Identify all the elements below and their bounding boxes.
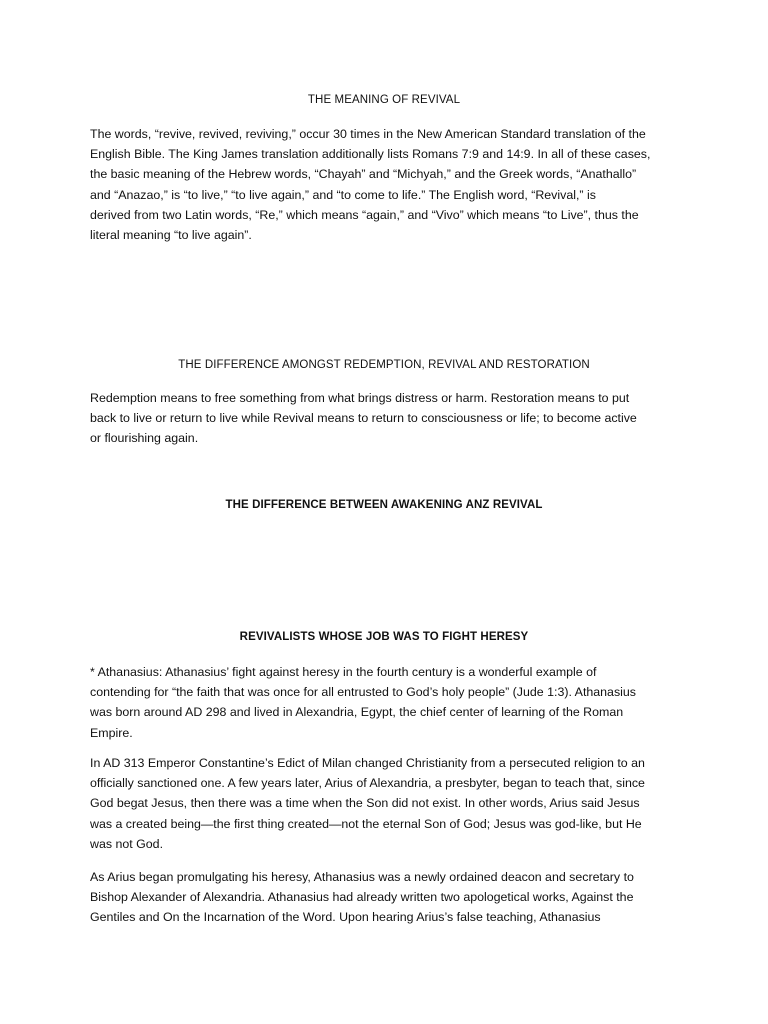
paragraph-redemption-revival-restoration: [90, 388, 690, 449]
text-line: and “Anazao,” is “to live,” “to live again,” and “to come to life.” The English word, “Revival,” is: [90, 187, 596, 202]
heading-revivalists-fight-heresy: REVIVALISTS WHOSE JOB WAS TO FIGHT HERESY: [239, 631, 529, 643]
text-line: officially sanctioned one. A few years later, Arius of Alexandria, a presbyter, began to teach that, since: [90, 776, 645, 791]
text-line: was not God.: [90, 836, 164, 851]
text-line: Empire.: [90, 725, 133, 740]
paragraph-arius-heresy: [90, 867, 690, 928]
text-line: Gentiles and On the Incarnation of the Word. Upon hearing Arius’s false teaching, Athanasius: [90, 910, 601, 925]
text-line: derived from two Latin words, “Re,” which means “again,” and “Vivo” which means “to Live”, thus the: [90, 207, 639, 222]
text-line: * Athanasius: Athanasius’ fight against heresy in the fourth century is a wonderful example of: [90, 665, 597, 679]
text-line: back to live or return to live while Revival means to return to consciousness or life; to become active: [90, 411, 637, 426]
text-line: English Bible. The King James translation additionally lists Romans 7:9 and 14:9. In all of these cases,: [90, 147, 651, 162]
paragraph-meaning-of-revival: [90, 124, 690, 245]
heading-meaning-of-revival: THE MEANING OF REVIVAL: [307, 94, 461, 106]
heading-awakening-and-revival: THE DIFFERENCE BETWEEN AWAKENING ANZ REVIVAL: [225, 499, 543, 511]
text-line: As Arius began promulgating his heresy, Athanasius was a newly ordained deacon and secretary to: [90, 870, 634, 884]
paragraph-edict-of-milan: [90, 753, 690, 854]
heading-redemption-revival-restoration: THE DIFFERENCE AMONGST REDEMPTION, REVIVAL AND RESTORATION: [178, 359, 590, 371]
text-line: God begat Jesus, then there was a time when the Son did not exist. In other words, Arius said Jesus: [90, 796, 640, 811]
text-line: was born around AD 298 and lived in Alexandria, Egypt, the chief center of learning of the Roman: [90, 705, 624, 720]
paragraph-athanasius-intro: [90, 662, 690, 743]
text-line: The words, “revive, revived, reviving,” occur 30 times in the New American Standard translation of the: [90, 127, 646, 141]
text-line: or flourishing again.: [90, 431, 199, 446]
text-line: contending for “the faith that was once for all entrusted to God’s holy people” (Jude 1:3). Athanasius: [90, 685, 636, 700]
text-line: the basic meaning of the Hebrew words, “Chayah” and “Michyah,” and the Greek words, “Anathallo”: [90, 167, 637, 182]
text-line: literal meaning “to live again”.: [90, 227, 252, 242]
text-line: Bishop Alexander of Alexandria. Athanasius had already written two apologetical works, Against the: [90, 890, 634, 905]
text-line: Redemption means to free something from what brings distress or harm. Restoration means to put: [90, 391, 630, 405]
text-line: In AD 313 Emperor Constantine’s Edict of Milan changed Christianity from a persecuted religion to an: [90, 756, 645, 770]
text-line: was a created being—the first thing created—not the eternal Son of God; Jesus was god-like, but He: [90, 816, 642, 831]
